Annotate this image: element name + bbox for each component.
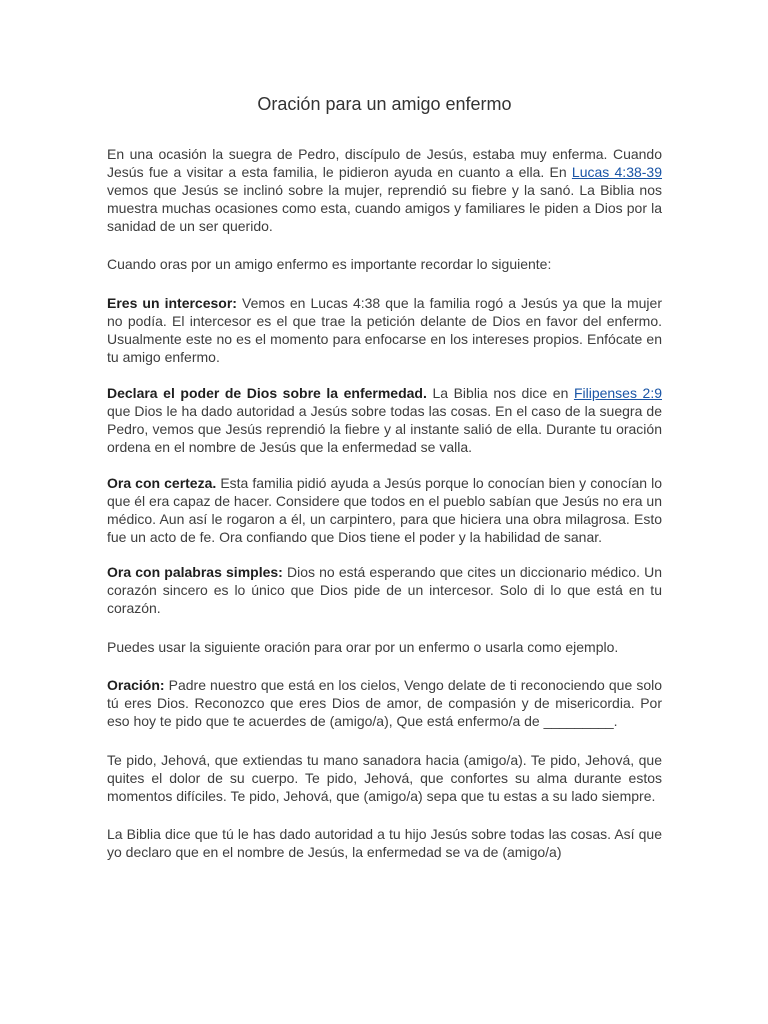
eres-intercesor-text: Vemos en Lucas 4:38 que la familia rogó a Jesús ya que la mujer no podía. El intercesor es el que trae la petición delante de Dios en favor del enfermo. Usualmente este no es el momento para enfocarse en los intereses propios. Enfócate en tu amigo enfermo. <box>107 295 662 365</box>
oracion-heading: Oración: <box>107 677 165 693</box>
oracion-paragraph <box>107 676 662 730</box>
certeza-text: Esta familia pidió ayuda a Jesús porque lo conocían bien y conocían lo que él era capaz de hacer. Considere que todos en el pueblo sabían que Jesús no era un médico. Aun así le rogaron a él, un carpintero, para que hiciera una obra milagrosa. Esto fue un acto de fe. Ora confiando que Dios tiene el poder y la habilidad de sanar. <box>107 475 662 545</box>
intro-text-before: En una ocasión la suegra de Pedro, discípulo de Jesús, estaba muy enferma. Cuando Jesús fue a visitar a esta familia, le pidieron ayuda en cuanto a ella. En <box>107 146 662 180</box>
certeza-paragraph <box>107 474 662 546</box>
eres-intercesor-heading: Eres un intercesor: <box>107 295 237 311</box>
te-pido-paragraph: Te pido, Jehová, que extiendas tu mano sanadora hacia (amigo/a). Te pido, Jehová, que quites el dolor de su cuerpo. Te pido, Jehová, que confortes su alma durante estos momentos difíciles. Te pido, Jehová, que (amigo/a) sepa que tu estas a su lado siempre. <box>107 752 662 804</box>
page-title: Oración para un amigo enfermo <box>257 94 512 114</box>
eres-intercesor-paragraph <box>107 294 662 366</box>
intro-paragraph <box>107 145 662 235</box>
simples-heading: Ora con palabras simples: <box>107 564 283 580</box>
declara-heading: Declara el poder de Dios sobre la enfermedad. <box>107 385 427 401</box>
biblia-paragraph: La Biblia dice que tú le has dado autoridad a tu hijo Jesús sobre todas las cosas. Así que yo declaro que en el nombre de Jesús, la enfermedad se va de (amigo/a) <box>107 826 662 860</box>
certeza-heading: Ora con certeza. <box>107 475 217 491</box>
puedes-paragraph: Puedes usar la siguiente oración para orar por un enfermo o usarla como ejemplo. <box>107 639 619 655</box>
declara-text-before: La Biblia nos dice en <box>426 385 574 401</box>
filipenses-link[interactable]: Filipenses 2:9 <box>573 385 662 401</box>
lucas-link[interactable]: Lucas 4:38-39 <box>571 164 663 180</box>
simples-text: Dios no está esperando que cites un diccionario médico. Un corazón sincero es lo único que Dios pide de un intercesor. Solo di lo que está en tu corazón. <box>107 564 662 616</box>
simples-paragraph <box>107 563 662 617</box>
cuando-paragraph: Cuando oras por un amigo enfermo es importante recordar lo siguiente: <box>107 256 552 272</box>
intro-text-after: vemos que Jesús se inclinó sobre la mujer, reprendió su fiebre y la sanó. La Biblia nos muestra muchas ocasiones como esta, cuando amigos y familiares le piden a Dios por la sanidad de un ser querido. <box>107 182 662 234</box>
oracion-text: Padre nuestro que está en los cielos, Vengo delate de ti reconociendo que solo tú eres Dios. Reconozco que eres Dios de amor, de compasión y de misericordia. Por eso hoy te pido que te acuerdes de (amigo/a), Que está enfermo/a de _________. <box>107 677 662 729</box>
declara-paragraph <box>107 384 662 456</box>
document-page <box>107 92 662 878</box>
declara-text-after: que Dios le ha dado autoridad a Jesús sobre todas las cosas. En el caso de la suegra de Pedro, vemos que Jesús reprendió la fiebre y al instante salió de ella. Durante tu oración ordena en el nombre de Jesús que la enfermedad se valla. <box>107 403 662 455</box>
